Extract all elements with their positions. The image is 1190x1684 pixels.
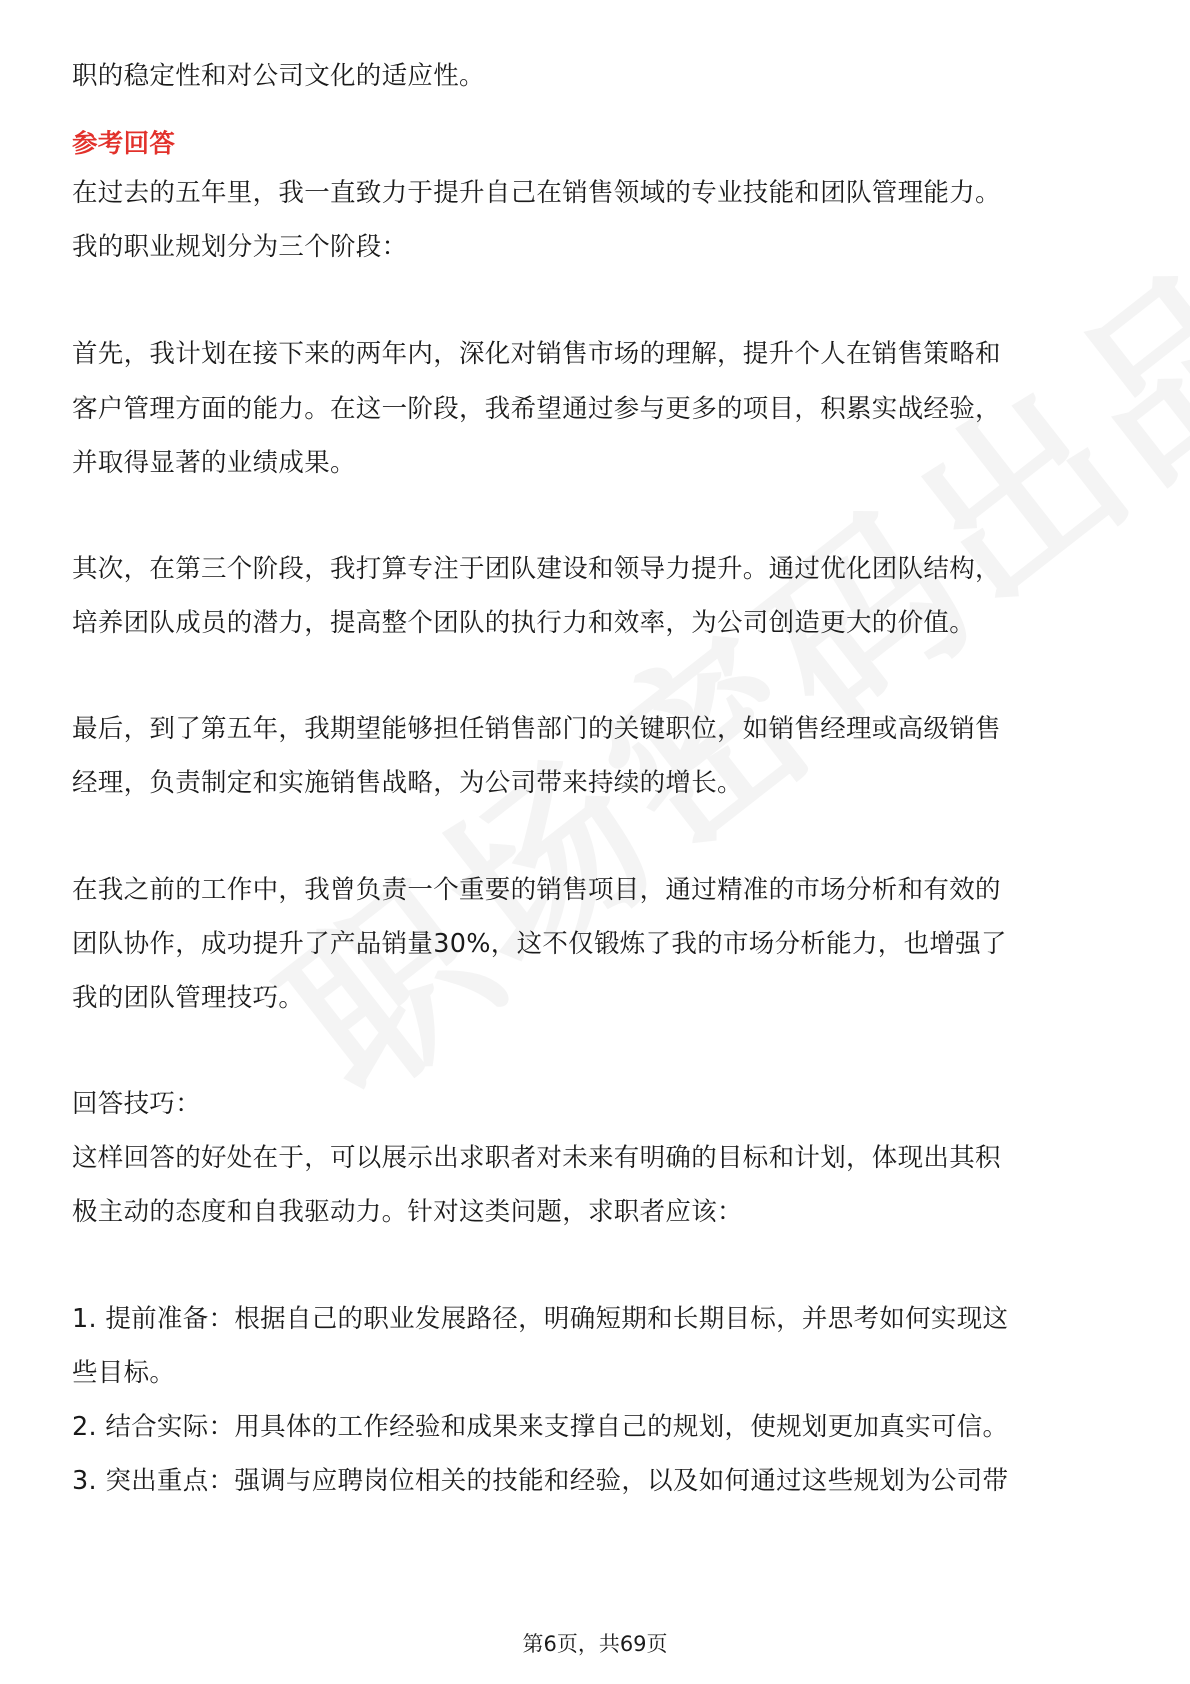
answer-paragraph-1-line-2: 我的职业规划分为三个阶段：: [72, 232, 408, 262]
answer-paragraph-1-line-1: 在过去的五年里，我一直致力于提升自己在销售领域的专业技能和团队管理能力。: [72, 178, 1001, 208]
answer-paragraph-3-line-1: 其次，在第三个阶段，我打算专注于团队建设和领导力提升。通过优化团队结构，: [72, 554, 1001, 584]
intro-tail-line: 职的稳定性和对公司文化的适应性。: [72, 61, 485, 91]
tips-paragraph-line-1: 这样回答的好处在于，可以展示出求职者对未来有明确的目标和计划，体现出其积: [72, 1143, 1001, 1173]
answer-paragraph-2-line-3: 并取得显著的业绩成果。: [72, 448, 356, 478]
tip-item-1-line-1: 1. 提前准备：根据自己的职业发展路径，明确短期和长期目标，并思考如何实现这: [72, 1304, 1009, 1334]
answer-paragraph-2-line-1: 首先，我计划在接下来的两年内，深化对销售市场的理解，提升个人在销售策略和: [72, 339, 1001, 369]
answer-heading: 参考回答: [72, 129, 176, 159]
page-number-footer: 第6页，共69页: [522, 1632, 668, 1656]
answer-paragraph-2-line-2: 客户管理方面的能力。在这一阶段，我希望通过参与更多的项目，积累实战经验，: [72, 394, 1001, 424]
tip-item-3-line-1: 3. 突出重点：强调与应聘岗位相关的技能和经验，以及如何通过这些规划为公司带: [72, 1466, 1009, 1496]
answer-paragraph-4-line-1: 最后，到了第五年，我期望能够担任销售部门的关键职位，如销售经理或高级销售: [72, 714, 1001, 744]
answer-paragraph-5-line-2: 团队协作，成功提升了产品销量30%，这不仅锻炼了我的市场分析能力，也增强了: [72, 929, 1007, 959]
answer-paragraph-4-line-2: 经理，负责制定和实施销售战略，为公司带来持续的增长。: [72, 768, 743, 798]
answer-paragraph-5-line-1: 在我之前的工作中，我曾负责一个重要的销售项目，通过精准的市场分析和有效的: [72, 875, 1001, 905]
answer-paragraph-3-line-2: 培养团队成员的潜力，提高整个团队的执行力和效率，为公司创造更大的价值。: [72, 608, 976, 638]
tip-item-1-line-2: 些目标。: [72, 1358, 176, 1388]
tip-item-2-line-1: 2. 结合实际：用具体的工作经验和成果来支撑自己的规划，使规划更加真实可信。: [72, 1412, 1009, 1442]
tips-paragraph-line-2: 极主动的态度和自我驱动力。针对这类问题，求职者应该：: [72, 1197, 743, 1227]
answer-paragraph-5-line-3: 我的团队管理技巧。: [72, 983, 305, 1013]
tips-heading: 回答技巧：: [72, 1089, 202, 1119]
